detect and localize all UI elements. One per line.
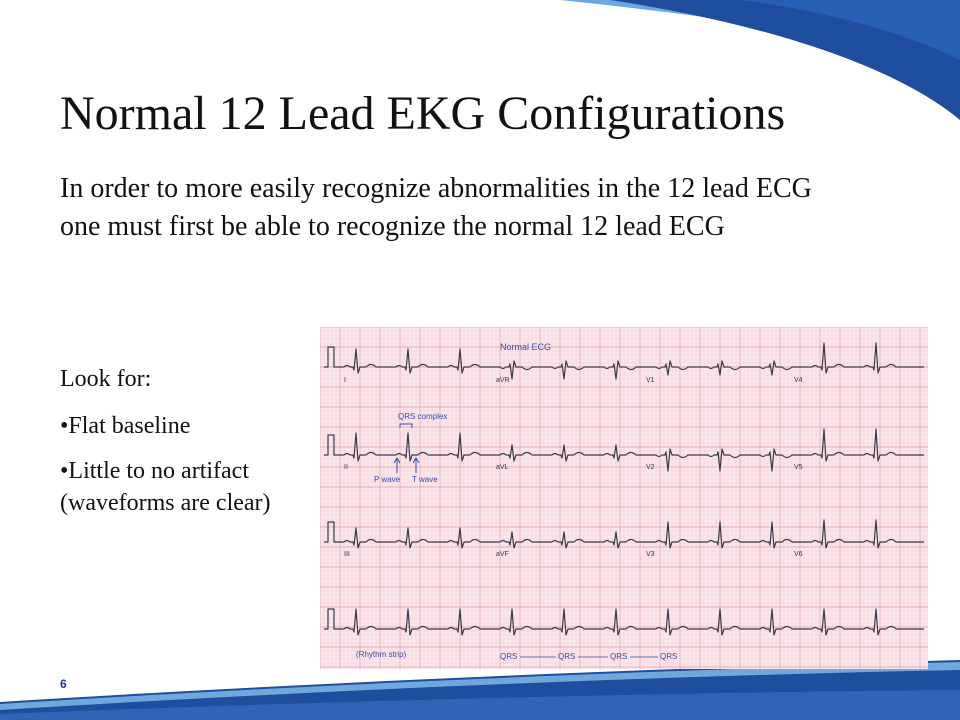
lead-label-V2: V2 — [646, 464, 655, 471]
rhythm-strip-label: (Rhythm strip) — [356, 650, 407, 659]
qrs-marker-1: QRS — [500, 652, 518, 661]
t-wave-label: T wave — [412, 475, 438, 484]
qrs-marker-4: QRS — [660, 652, 678, 661]
lead-label-II: II — [344, 464, 348, 471]
lead-label-V4: V4 — [794, 377, 803, 384]
ecg-image — [320, 327, 928, 669]
look-for-section — [60, 364, 290, 519]
lead-label-III: III — [344, 551, 350, 558]
slide-title: Normal 12 Lead EKG Configurations — [60, 87, 786, 140]
page-number: 6 — [60, 677, 67, 691]
qrs-marker-2: QRS — [558, 652, 576, 661]
intro-paragraph: In order to more easily recognize abnormalities in the 12 lead ECG one must first be able to recognize the normal 12 lead ECG — [60, 173, 812, 242]
qrs-marker-3: QRS — [610, 652, 628, 661]
lead-label-V3: V3 — [646, 551, 655, 558]
lead-label-aVL: aVL — [496, 464, 509, 471]
look-for-item-flat-baseline: •Flat baseline — [60, 413, 191, 440]
lead-label-aVR: aVR — [496, 377, 510, 384]
lead-label-aVF: aVF — [496, 551, 509, 558]
lead-label-I: I — [344, 377, 346, 384]
look-for-item-artifact: •Little to no artifact (waveforms are clear) — [60, 458, 271, 516]
lead-label-V5: V5 — [794, 464, 803, 471]
lead-label-V6: V6 — [794, 551, 803, 558]
ecg-title: Normal ECG — [500, 342, 552, 352]
look-for-heading: Look for: — [60, 366, 152, 392]
p-wave-label: P wave — [374, 475, 401, 484]
lead-label-V1: V1 — [646, 377, 655, 384]
qrs-complex-label: QRS complex — [398, 412, 448, 421]
